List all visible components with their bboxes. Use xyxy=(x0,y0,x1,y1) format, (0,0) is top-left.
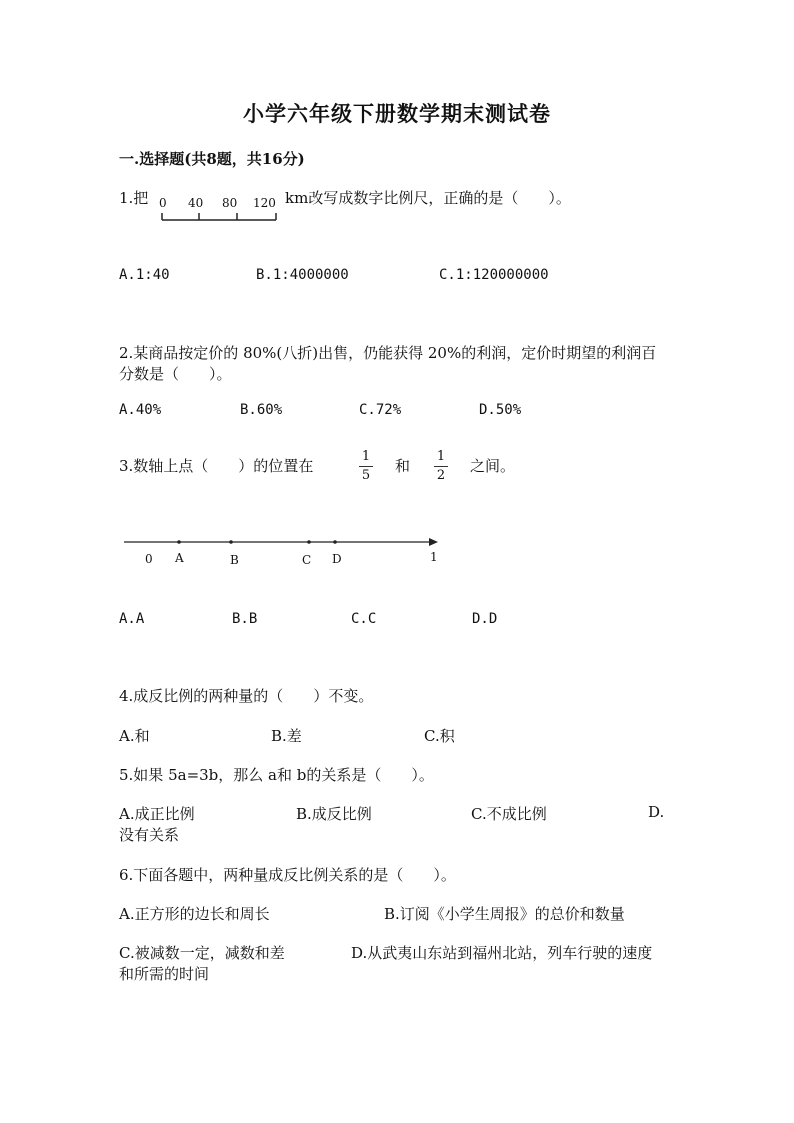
q2-option-a: A.40% xyxy=(119,402,162,418)
q5-option-d: D. xyxy=(648,803,665,821)
fraction-one-half xyxy=(434,449,448,484)
q4-text: 4.成反比例的两种量的（ ）不变。 xyxy=(119,687,374,705)
q5-option-b: B.成反比例 xyxy=(296,805,372,823)
q6-option-c: C.被减数一定，减数和差 xyxy=(119,944,285,962)
point-b-dot xyxy=(229,540,233,544)
q1-suffix: km改写成数字比例尺，正确的是（ ）。 xyxy=(285,189,571,207)
fraction-numerator: 1 xyxy=(436,449,446,464)
axis-label-a: A xyxy=(175,551,184,565)
q3-option-d: D.D xyxy=(472,611,498,627)
q1-option-c: C.1:120000000 xyxy=(439,267,549,283)
number-line xyxy=(118,532,448,552)
scale-tick-0: 0 xyxy=(159,196,167,210)
q6-option-a: A.正方形的边长和周长 xyxy=(119,905,270,923)
q2-option-b: B.60% xyxy=(240,402,283,418)
q1-option-b: B.1:4000000 xyxy=(256,267,349,283)
fraction-one-fifth xyxy=(359,449,373,484)
axis-label-c: C xyxy=(302,553,312,567)
fraction-denominator: 2 xyxy=(436,468,446,483)
q3-suffix: 之间。 xyxy=(470,457,516,475)
q4-option-a: A.和 xyxy=(119,727,150,745)
q6-option-b: B.订阅《小学生周报》的总价和数量 xyxy=(384,905,625,923)
q2-option-d: D.50% xyxy=(479,402,522,418)
q6-option-d-continued: 和所需的时间 xyxy=(119,965,210,983)
q3-option-b: B.B xyxy=(232,611,258,627)
fraction-numerator: 1 xyxy=(361,449,371,464)
q5-option-a: A.成正比例 xyxy=(119,805,195,823)
q3-and: 和 xyxy=(395,457,411,475)
point-d-dot xyxy=(333,540,337,544)
scale-bar-line xyxy=(160,210,280,222)
q6-option-d: D.从武夷山东站到福州北站，列车行驶的速度 xyxy=(351,944,653,962)
q4-option-b: B.差 xyxy=(271,727,302,745)
q1-option-a: A.1:40 xyxy=(119,267,170,283)
point-a-dot xyxy=(177,540,181,544)
q1-prefix: 1.把 xyxy=(119,189,149,207)
point-c-dot xyxy=(307,540,311,544)
scale-tick-40: 40 xyxy=(188,196,204,210)
q2-line-2: 分数是（ ）。 xyxy=(119,365,232,383)
q5-option-d-continued: 没有关系 xyxy=(119,826,180,844)
axis-label-b: B xyxy=(230,553,239,567)
axis-label-zero: 0 xyxy=(145,552,153,566)
q3-option-a: A.A xyxy=(119,611,145,627)
q5-option-c: C.不成比例 xyxy=(471,805,547,823)
q4-option-c: C.积 xyxy=(424,727,455,745)
axis-label-one: 1 xyxy=(430,550,438,564)
fraction-denominator: 5 xyxy=(361,468,371,483)
q3-prefix: 3.数轴上点（ ）的位置在 xyxy=(119,457,314,475)
scale-tick-80: 80 xyxy=(222,196,238,210)
section-heading: 一.选择题(共8题，共16分) xyxy=(119,150,305,168)
q2-option-c: C.72% xyxy=(359,402,402,418)
q3-option-c: C.C xyxy=(351,611,377,627)
axis-label-d: D xyxy=(332,552,342,566)
page-title: 小学六年级下册数学期末测试卷 xyxy=(243,101,551,126)
q6-text: 6.下面各题中，两种量成反比例关系的是（ ）。 xyxy=(119,866,456,884)
q2-line-1: 2.某商品按定价的 80%(八折)出售，仍能获得 20%的利润，定价时期望的利润百 xyxy=(119,344,657,362)
q5-text: 5.如果 5a=3b，那么 a和 b的关系是（ ）。 xyxy=(119,766,434,784)
scale-tick-120: 120 xyxy=(253,196,276,210)
